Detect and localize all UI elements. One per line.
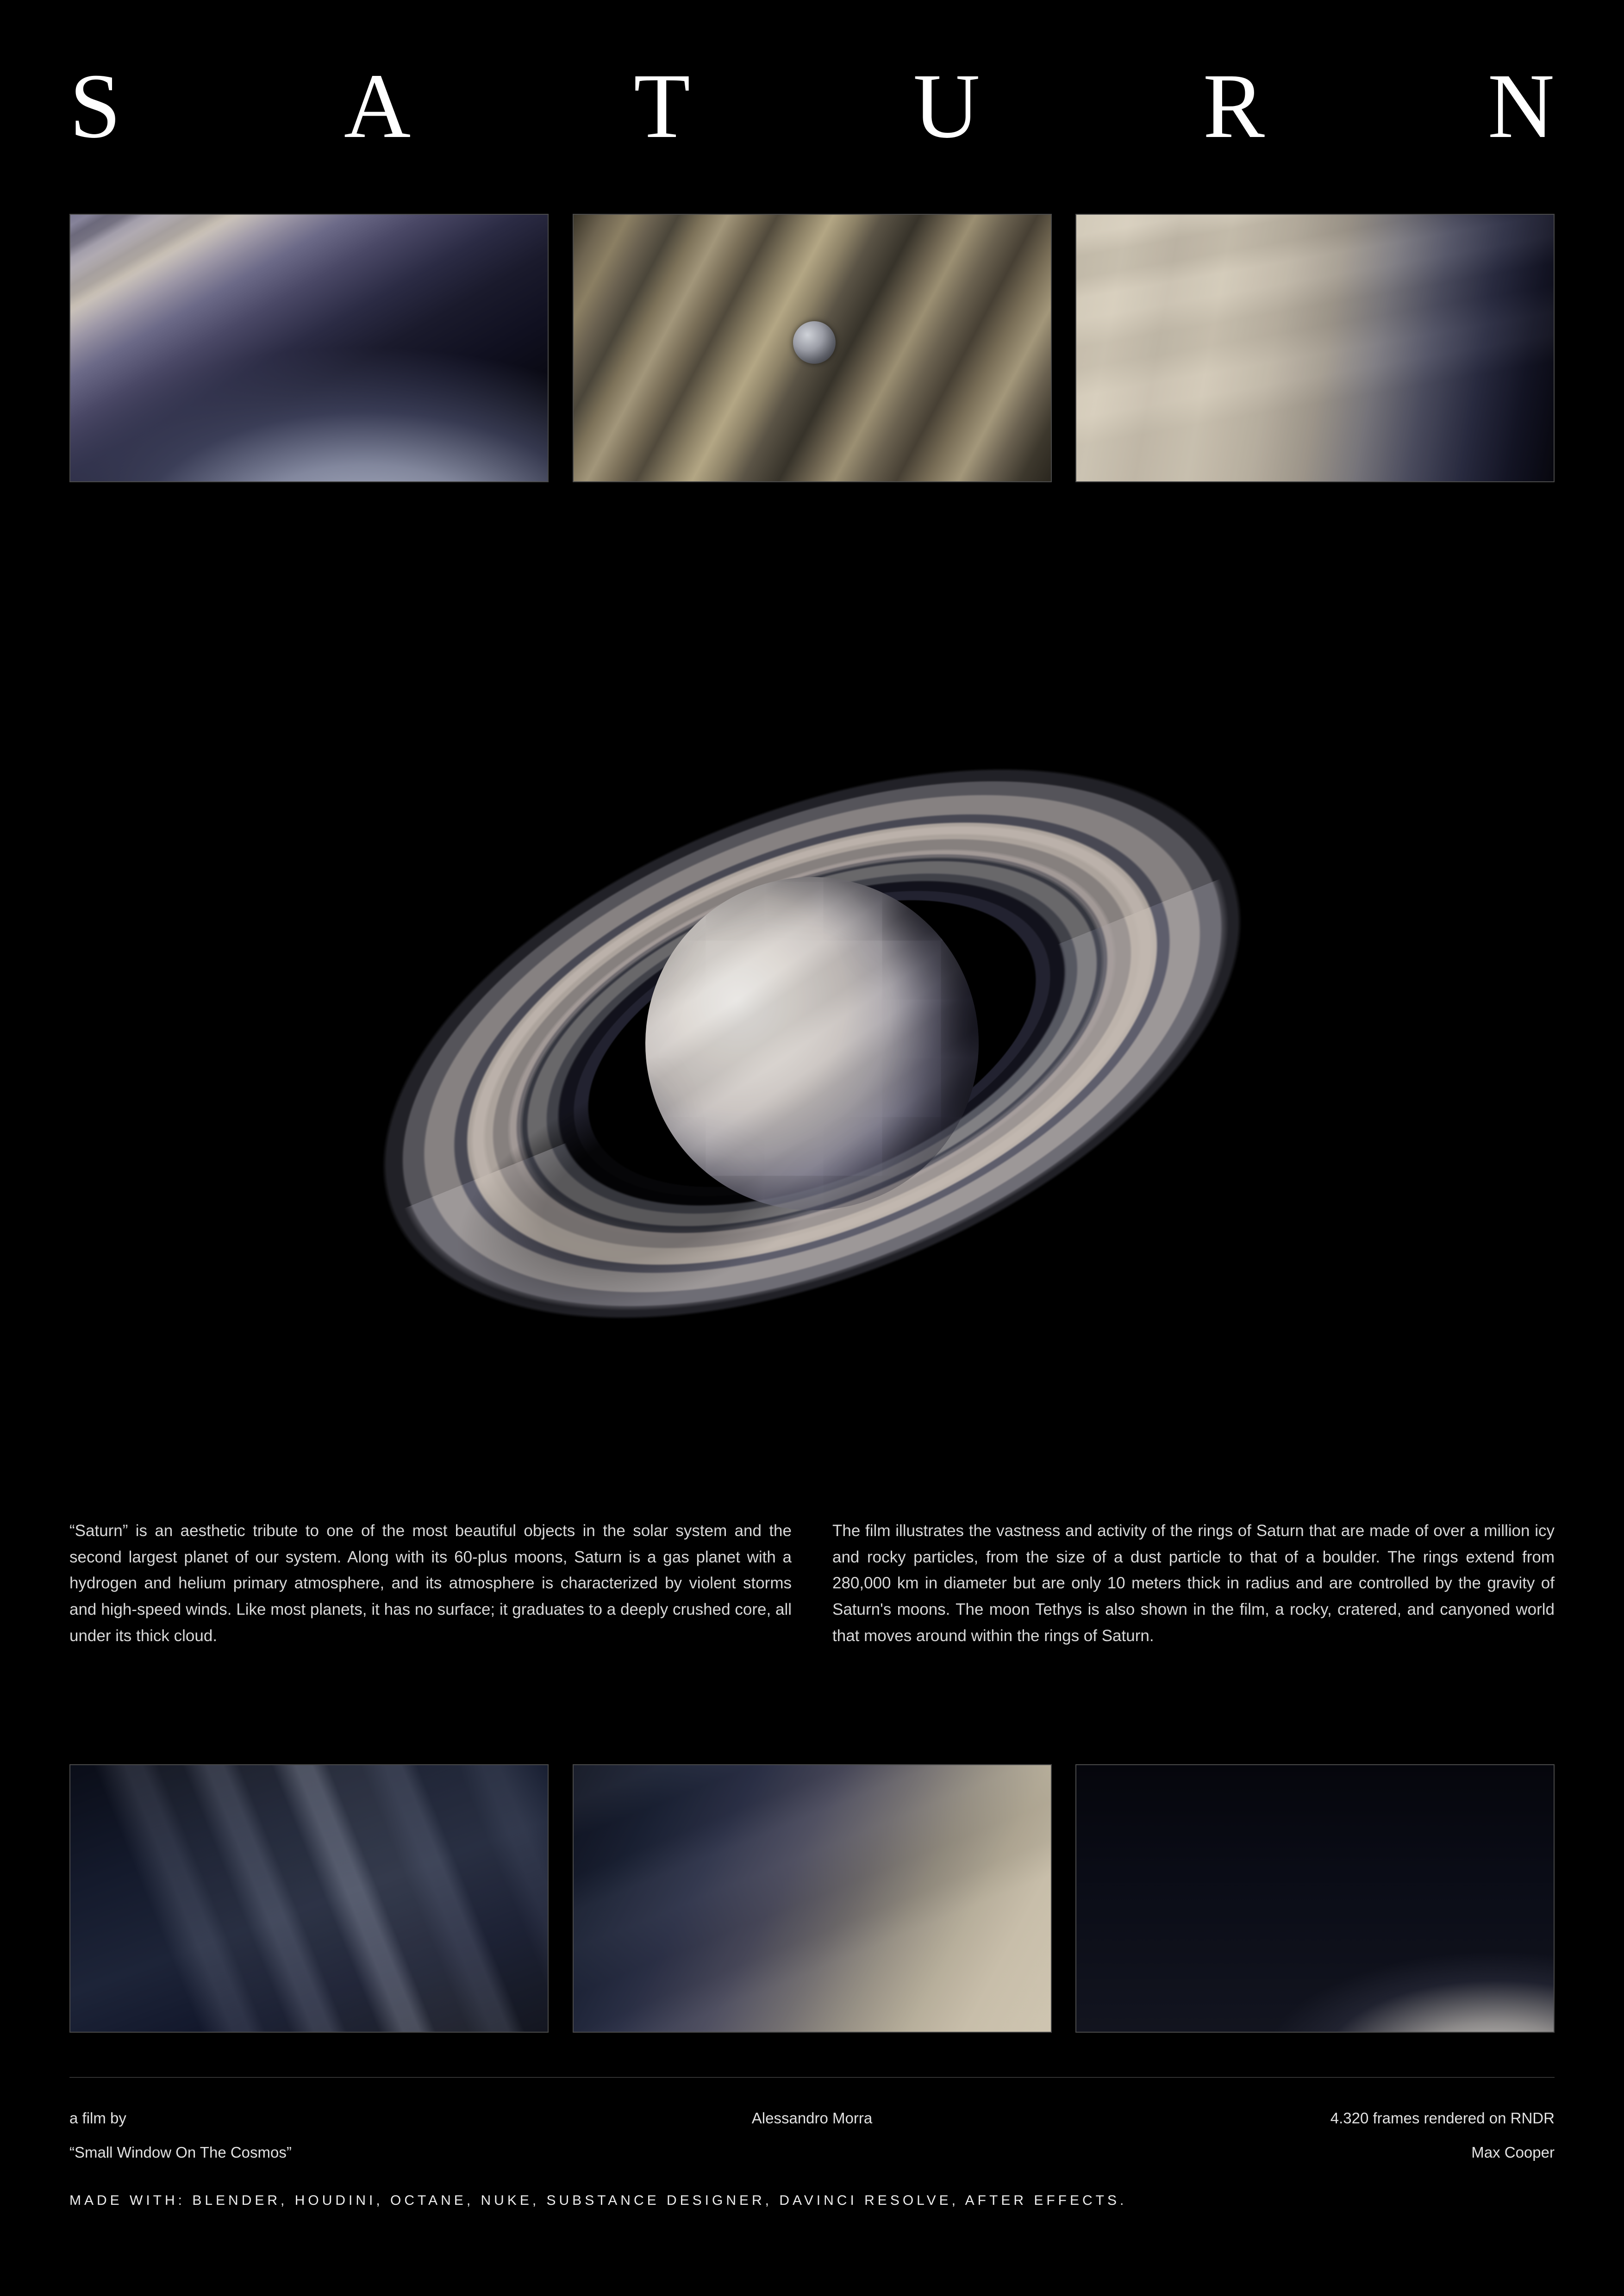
title-letter-r: R xyxy=(1203,55,1265,157)
gallery-bottom-image-3 xyxy=(1075,1764,1555,2033)
gallery-bottom-image-2 xyxy=(573,1764,1052,2033)
credits-block xyxy=(69,2109,1555,2178)
title-letter-t: T xyxy=(633,55,690,157)
description-paragraph-right: The film illustrates the vastness and activity of the rings of Saturn that are made of over a million icy and rocky particles, from the size of a dust particle to that of a boulder. The rings extend from 280,000 km in diameter but are only 10 meters thick in radius and are controlled by the gravity of Saturn's moons. The moon Tethys is also shown in the film, a rocky, cratered, and canyoned world that moves around within the rings of Saturn. xyxy=(832,1522,1555,1645)
page-title xyxy=(69,55,1555,157)
footer-divider xyxy=(69,2077,1555,2078)
credit-music-artist: Max Cooper xyxy=(1471,2144,1555,2161)
title-letter-u: U xyxy=(913,55,980,157)
hero-saturn-image xyxy=(326,639,1298,1449)
credit-render-info: 4.320 frames rendered on RNDR xyxy=(1330,2109,1555,2127)
title-letter-n: N xyxy=(1487,55,1555,157)
gallery-top xyxy=(69,214,1555,482)
gallery-bottom xyxy=(69,1764,1555,2033)
gallery-top-image-2 xyxy=(573,214,1052,482)
gallery-top-image-1 xyxy=(69,214,549,482)
description-column-left xyxy=(69,1518,792,1649)
made-with-line: MADE WITH: BLENDER, HOUDINI, OCTANE, NUKE, SUBSTANCE DESIGNER, DAVINCI RESOLVE, AFTER EFFECTS. xyxy=(69,2193,1127,2208)
credit-a-film-by: a film by xyxy=(69,2109,126,2127)
gallery-bottom-image-1 xyxy=(69,1764,549,2033)
title-letter-a: A xyxy=(344,55,411,157)
credit-director-name: Alessandro Morra xyxy=(751,2109,873,2127)
description-column-right xyxy=(832,1518,1555,1649)
gallery-top-image-3 xyxy=(1075,214,1555,482)
credits-row-2 xyxy=(69,2144,1555,2161)
description-block xyxy=(69,1518,1555,1649)
saturn-render-group xyxy=(210,486,1415,1601)
credit-track-title: “Small Window On The Cosmos” xyxy=(69,2144,292,2161)
description-paragraph-left: “Saturn” is an aesthetic tribute to one of the most beautiful objects in the solar system and the second largest planet of our system. Along with its 60-plus moons, Saturn is a gas planet with a hydrogen and helium primary atmosphere, and its atmosphere is characterized by violent storms and high-speed winds. Like most planets, it has no surface; it graduates to a deeply crushed core, all under its thick cloud. xyxy=(69,1522,792,1645)
title-letter-s: S xyxy=(69,55,121,157)
credits-row-1 xyxy=(69,2109,1555,2127)
